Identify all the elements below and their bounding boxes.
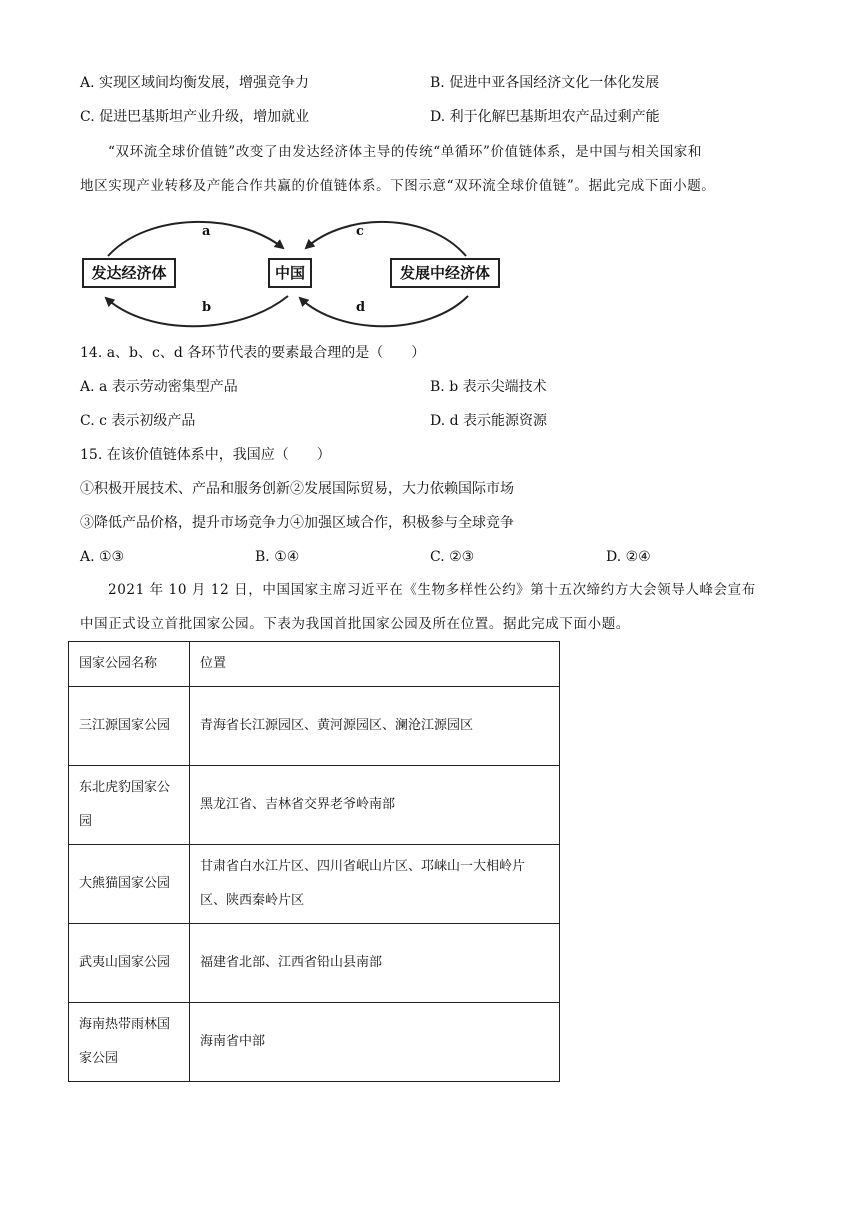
q13-option-a: A. 实现区域间均衡发展，增强竞争力 (80, 75, 310, 91)
park-location: 福建省北部、江西省铅山县南部 (190, 924, 560, 1003)
park-name: 东北虎豹国家公园 (69, 766, 190, 845)
intro-dual-chain-line2: 地区实现产业转移及产能合作共赢的价值链体系。下图示意“双环流全球价值链”。据此完成下面小题。 (80, 178, 716, 194)
arrow-b (106, 296, 288, 326)
q14-option-b: B. b 表示尖端技术 (430, 379, 547, 395)
q13-option-d: D. 利于化解巴基斯坦农产品过剩产能 (430, 109, 660, 125)
table-row (69, 766, 560, 845)
box-developing-economies: 发展中经济体 (390, 258, 500, 288)
arrow-c (306, 222, 466, 256)
table-row (69, 1003, 560, 1082)
q14-option-a: A. a 表示劳动密集型产品 (80, 379, 238, 395)
q14-stem: 14. a、b、c、d 各环节代表的要素最合理的是（ ） (80, 345, 426, 361)
q14-option-d: D. d 表示能源资源 (430, 413, 548, 429)
label-c: c (356, 224, 364, 239)
label-a: a (202, 224, 211, 239)
label-d: d (356, 300, 366, 315)
park-location: 甘肃省白水江片区、四川省岷山片区、邛崃山一大相岭片区、陕西秦岭片区 (190, 845, 560, 924)
q13-option-b: B. 促进中亚各国经济文化一体化发展 (430, 75, 660, 91)
table-row (69, 687, 560, 766)
q15-stem: 15. 在该价值链体系中，我国应（ ） (80, 447, 331, 463)
park-name: 武夷山国家公园 (69, 924, 190, 1003)
park-location: 青海省长江源园区、黄河源园区、澜沧江源园区 (190, 687, 560, 766)
q15-option-b: B. ①④ (255, 549, 300, 565)
park-location: 海南省中部 (190, 1003, 560, 1082)
box-china: 中国 (268, 258, 312, 288)
intro-parks-line1: 2021 年 10 月 12 日，中国国家主席习近平在《生物多样性公约》第十五次缔约方大会领导人峰会宣布 (108, 582, 756, 598)
park-name: 三江源国家公园 (69, 687, 190, 766)
q13-option-c: C. 促进巴基斯坦产业升级，增加就业 (80, 109, 310, 125)
park-name: 海南热带雨林国家公园 (69, 1003, 190, 1082)
header-park-name: 国家公园名称 (69, 642, 190, 687)
header-location: 位置 (190, 642, 560, 687)
q15-items-3-4: ③降低产品价格，提升市场竞争力④加强区域合作，积极参与全球竞争 (80, 515, 514, 531)
q15-option-d: D. ②④ (606, 549, 651, 565)
table-header-row (69, 642, 560, 687)
park-name: 大熊猫国家公园 (69, 845, 190, 924)
national-parks-table (68, 641, 560, 1082)
box-developed-economies: 发达经济体 (82, 258, 176, 288)
q15-option-a: A. ①③ (80, 549, 125, 565)
park-location: 黑龙江省、吉林省交界老爷岭南部 (190, 766, 560, 845)
arrow-a (108, 222, 283, 256)
table-row (69, 845, 560, 924)
intro-dual-chain-line1: “双环流全球价值链”改变了由发达经济体主导的传统“单循环”价值链体系，是中国与相关国家和 (108, 144, 703, 160)
q15-option-c: C. ②③ (430, 549, 475, 565)
intro-parks-line2: 中国正式设立首批国家公园。下表为我国首批国家公园及所在位置。据此完成下面小题。 (80, 616, 630, 632)
label-b: b (202, 300, 212, 315)
dual-circulation-diagram (78, 218, 508, 330)
arrow-d (300, 296, 468, 326)
table-row (69, 924, 560, 1003)
q14-option-c: C. c 表示初级产品 (80, 413, 196, 429)
q15-items-1-2: ①积极开展技术、产品和服务创新②发展国际贸易，大力依赖国际市场 (80, 481, 514, 497)
